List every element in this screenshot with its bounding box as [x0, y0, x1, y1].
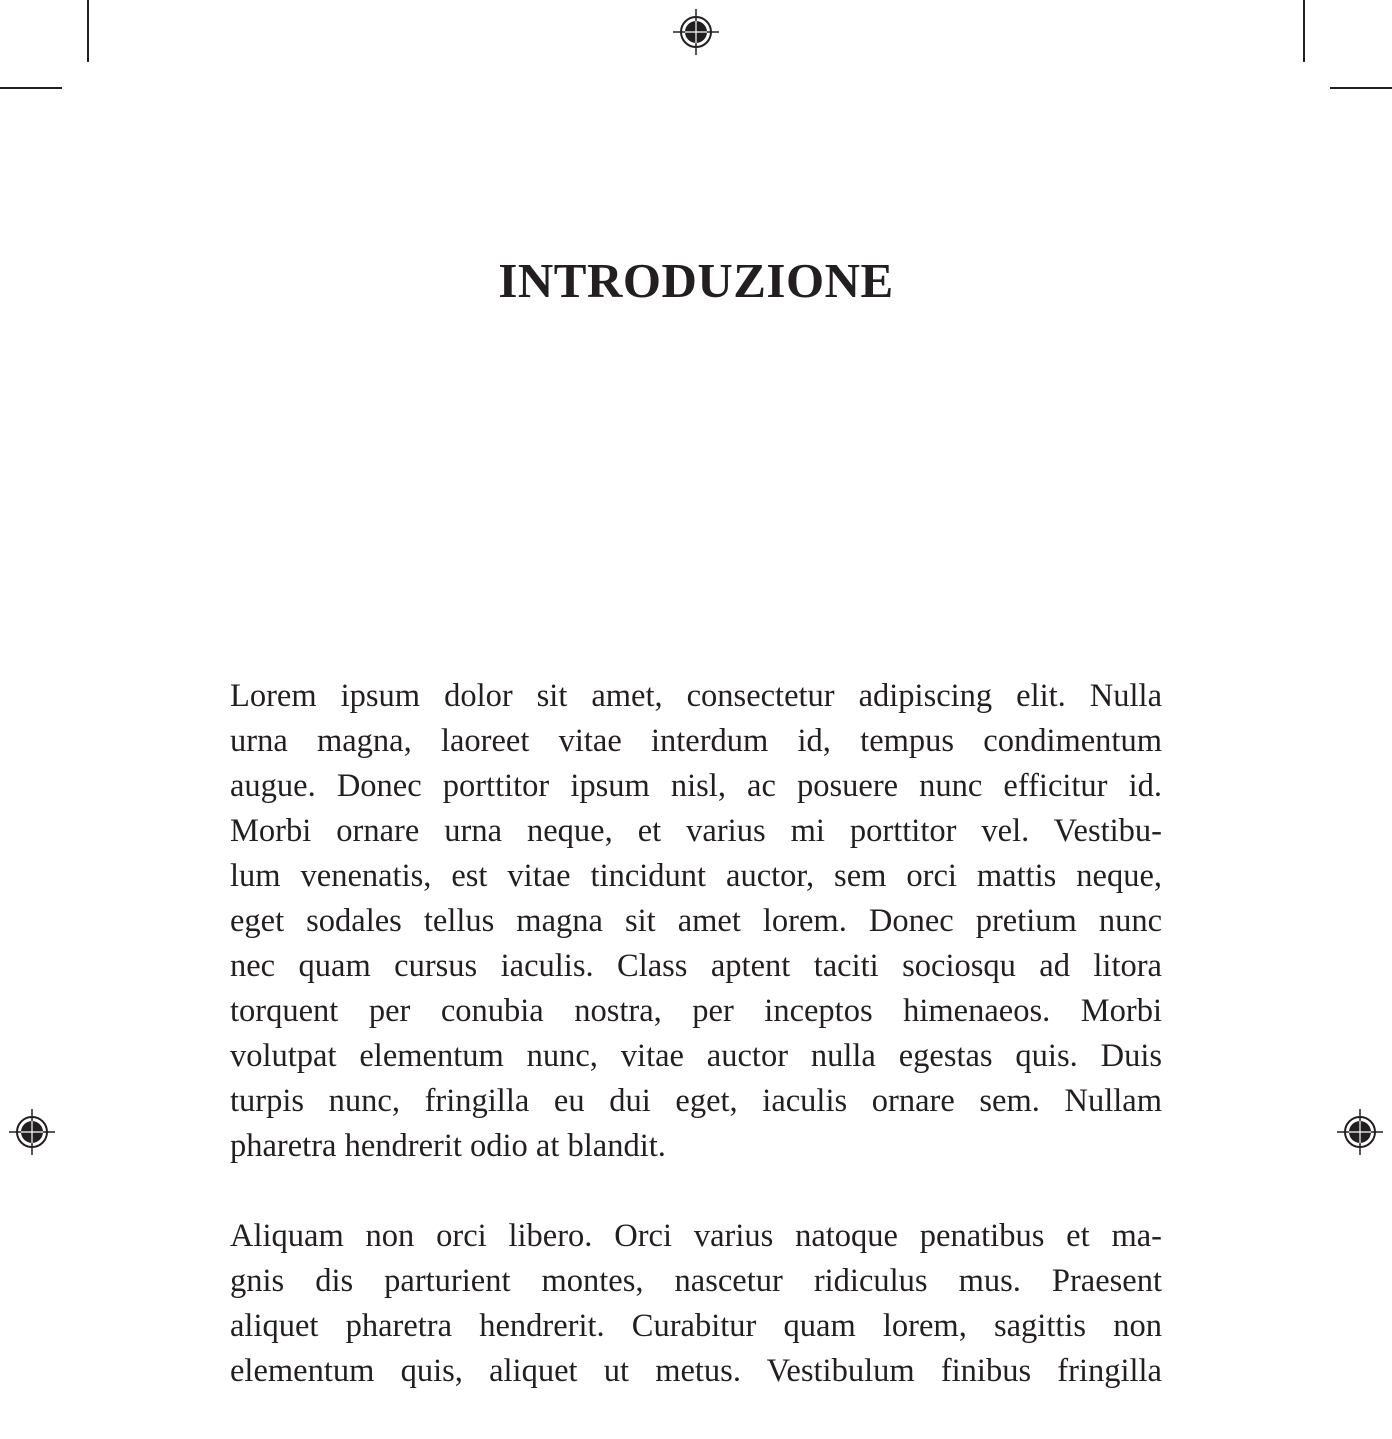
- registration-mark-icon: [1335, 1107, 1385, 1157]
- registration-mark-icon: [7, 1107, 57, 1157]
- text-line: urna magna, laoreet vitae interdum id, tempus condimentum: [230, 723, 1162, 759]
- text-line: torquent per conubia nostra, per inceptos himenaeos. Morbi: [230, 993, 1162, 1029]
- chapter-title: INTRODUZIONE: [498, 253, 894, 308]
- text-line: Lorem ipsum dolor sit amet, consectetur adipiscing elit. Nulla: [230, 678, 1162, 714]
- crop-mark-top-left-vertical: [87, 0, 89, 62]
- registration-mark-icon: [671, 7, 721, 57]
- text-line: turpis nunc, fringilla eu dui eget, iaculis ornare sem. Nullam: [230, 1083, 1162, 1119]
- text-line: eget sodales tellus magna sit amet lorem. Donec pretium nunc: [230, 903, 1162, 939]
- paragraph: [230, 674, 1162, 1169]
- text-line: Aliquam non orci libero. Orci varius natoque penatibus et ma-: [230, 1218, 1162, 1254]
- text-line: augue. Donec porttitor ipsum nisl, ac posuere nunc efficitur id.: [230, 768, 1162, 804]
- body-text: [230, 674, 1162, 1439]
- crop-mark-top-right-vertical: [1303, 0, 1305, 62]
- crop-mark-top-left-horizontal: [0, 87, 62, 89]
- text-line: aliquet pharetra hendrerit. Curabitur quam lorem, sagittis non: [230, 1308, 1162, 1344]
- text-line: elementum quis, aliquet ut metus. Vestibulum finibus fringilla: [230, 1353, 1162, 1389]
- crop-mark-top-right-horizontal: [1330, 87, 1392, 89]
- text-line: volutpat elementum nunc, vitae auctor nulla egestas quis. Duis: [230, 1038, 1162, 1074]
- paragraph: [230, 1214, 1162, 1394]
- text-line: Morbi ornare urna neque, et varius mi porttitor vel. Vestibu-: [230, 813, 1162, 849]
- text-line: pharetra hendrerit odio at blandit.: [230, 1128, 666, 1164]
- text-line: gnis dis parturient montes, nascetur ridiculus mus. Praesent: [230, 1263, 1162, 1299]
- text-line: nec quam cursus iaculis. Class aptent taciti sociosqu ad litora: [230, 948, 1162, 984]
- text-line: lum venenatis, est vitae tincidunt auctor, sem orci mattis neque,: [230, 858, 1162, 894]
